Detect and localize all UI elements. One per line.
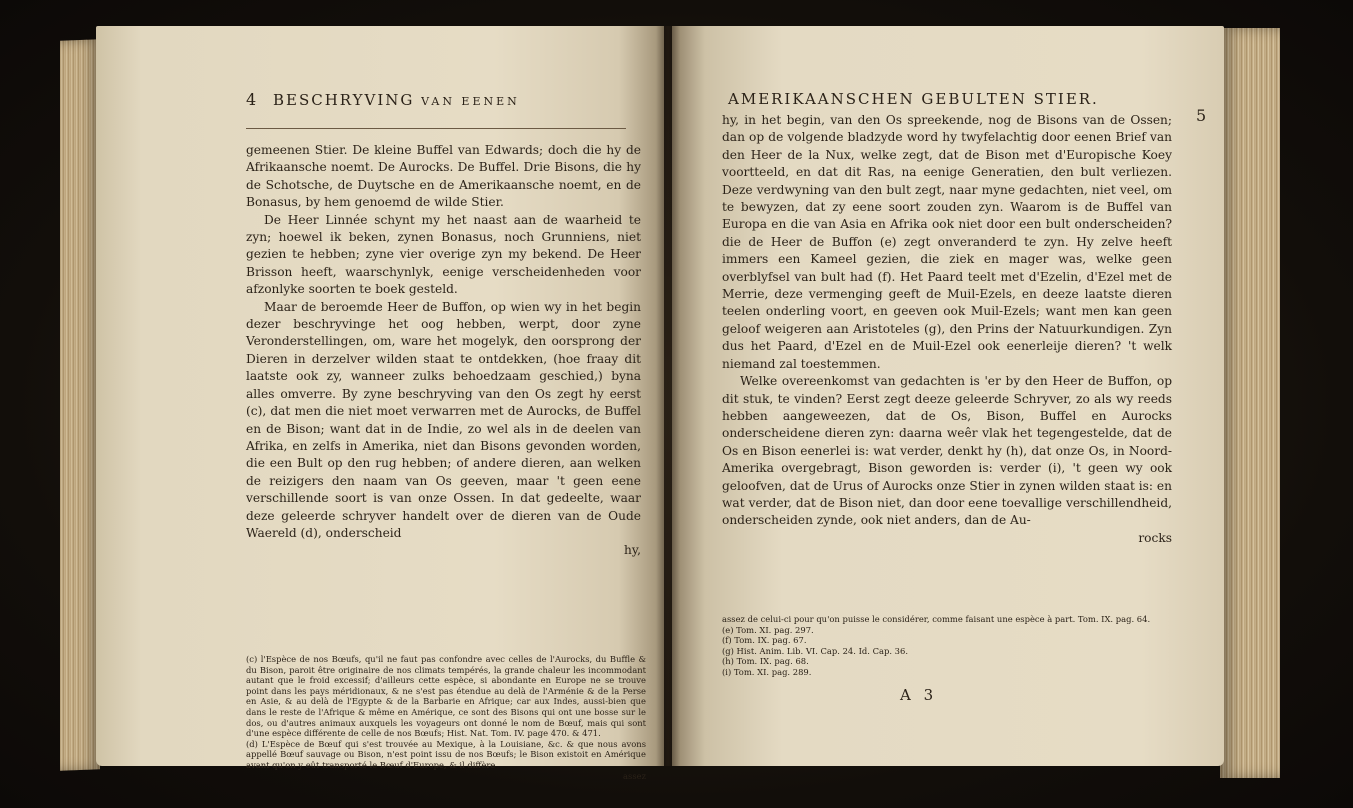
right-page [672,26,1224,766]
left-body-text [246,142,641,560]
left-footnotes [246,654,646,781]
right-footnote-f: (f) Tom. IX. pag. 67. [722,635,807,646]
left-footnote-c: (c) l'Espèce de nos Bœufs, qu'il ne faut pas confondre avec celles de l'Aurocks, du Buffle & du Bison, paroit être originaire de nos climats tempérés, la grande chaleur les incommodant autant que le froid excessif; d'ailleurs cette espèce, si abondante en Europe ne se trouve point dans les pays méridionaux, & ne s'est pas étendue au delà de l'Arménie & de la Perse en Asie, & au delà de l'Egypte & de la Barbarie en Afrique; car aux Indes, aussi-bien que dans le reste de l'Afrique & même en Amérique, ce sont des Bisons qui ont une bosse sur le dos, ou d'autres animaux auxquels les voyageurs ont donné le nom de Bœuf, mais qui sont d'une espèce différente de celle de nos Bœufs; Hist. Nat. Tom. IV. page 470. & 471. [246,654,646,739]
right-paragraph-2: Welke overeenkomst van gedachten is 'er by den Heer de Buffon, op dit stuk, te vinden? Eerst zegt deeze geleerde Schryver, zo als wy reeds hebben aangeweezen, dat de Os, Bison, Buffel en Aurocks onderscheidene dieren zyn: daarna weêr vlak het tegengestelde, dat de Os en Bison eenerlei is: wat verder, denkt hy (h), dat onze Os, in Noord-Amerika overgebragt, Bison geworden is: verder (i), 't geen wy ook geloofven, dat de Urus of Aurocks onze Stier in zynen wilden staat is: en wat verder, dat de Bison niet, dan door eene toevallige verschillendheid, onderscheiden zynde, ook niet anders, dan de Au- [722,374,1172,528]
right-running-header [672,90,1224,108]
left-header-title: BESCHRYVING [272,91,415,109]
left-paragraph-3: Maar de beroemde Heer de Buffon, op wien wy in het begin dezer beschryvinge het oog hebben, werpt, door zyne Veronderstellingen, om, ware het mogelyk, den oorsprong der Dieren in derzelver wilden staat te ontdekken, (hoe fraay dit laatste ook zy, wanneer zulks behoedzaam geschied,) byna alles omverre. By zyne beschryving van den Os zegt hy eerst (c), dat men die niet moet verwarren met de Aurocks, de Buffel en de Bison; want dat in de Indie, zo wel als in de deelen van Afrika, en zelfs in Amerika, niet dan Bisons gevonden worden, die een Bult op den rug hebben; of andere dieren, aan welken de reizigers den naam van Os geeven, maar 't geen eene verschillende soort is van onze Ossen. In dat gedeelte, waar deze geleerde schryver handelt over de dieren van de Oude Waereld (d), onderscheid [246,299,641,540]
right-footnote-h: (h) Tom. IX. pag. 68. [722,656,809,667]
right-footnote-i: (i) Tom. XI. pag. 289. [722,666,812,677]
left-page-edges [60,39,100,770]
left-paragraph-2: De Heer Linnée schynt my het naast aan de waarheid te zyn; hoewel ik beken, zynen Bonasus, noch Grunniens, niet gezien te hebben; zyne vier overige zyn my bekend. De Heer Brisson heeft, waarschynlyk, eenige verscheidenheden voor afzonlyke soorten te boek gesteld. [246,212,641,297]
left-header-rule [246,128,626,129]
right-footnote-continuation: assez de celui-ci pour qu'on puisse le considérer, comme faisant une espèce à part. Tom. IX. pag. 64. [722,614,1151,624]
right-page-edges [1220,28,1280,778]
right-paragraph-1: hy, in het begin, van den Os spreekende, nog de Bisons van de Ossen; dan op de volgende bladzyde word hy twyfelachtig door eenen Brief van den Heer de la Nux, welke zegt, dat de Bison met d'Europische Koey voortteeld, en dat dit Ras, na eenige Generatien, den bult verliezen. Deze verdwyning van den bult zegt, naar myne gedachten, niet veel, om te bewyzen, dat zy eene soort zouden zyn. Waarom is de Buffel van Europa en die van Asia en Afrika ook niet door een bult onderscheiden? die de Heer de Buffon (e) zegt onveranderd te zyn. Hy zelve heeft immers een Kameel gezien, die ziek en mager was, welke geen overblyfsel van bult had (f). Het Paard teelt met d'Ezelin, d'Ezel met de Merrie, deze vermenging geeft de Muil-Ezels, en deeze laatste dieren teelen onderling voort, en geeven ook Muil-Ezels; want men kan geen geloof weigeren aan Aristoteles (g), den Prins der Natuurkundigen. Zyn dus het Paard, d'Ezel en de Muil-Ezel ook eenerleije dieren? 't welk niemand zal toestemmen. [722,113,1172,371]
right-header-title: AMERIKAANSCHEN GEBULTEN STIER. [728,90,1099,108]
left-footnote-d: (d) L'Espèce de Bœuf qui s'est trouvée au Mexique, à la Louisiane, &c. & que nous avons appellé Bœuf sauvage ou Bison, n'est point issu de nos Bœufs; le Bison existoit en Amérique avant qu'on y eût transporté le Bœuf d'Europe, & il diffère [246,738,646,770]
left-running-header [96,90,664,109]
left-header-subtitle: VAN EENEN [421,95,520,108]
signature-mark: A 3 [900,686,938,704]
left-page [96,26,664,781]
left-paragraph-1: gemeenen Stier. De kleine Buffel van Edwards; doch die hy de Afrikaansche noemt. De Aurocks. De Buffel. Drie Bisons, die hy de Schotsche, de Duytsche en de Amerikaansche noemt, en de Bonasus, by hem genoemd de wilde Stier. [246,143,641,210]
right-footnote-e: (e) Tom. XI. pag. 297. [722,624,814,635]
book-gutter [656,26,680,766]
right-catchword: rocks [1138,530,1172,545]
right-page-number: 5 [1196,106,1207,125]
right-body-text [722,112,1172,547]
left-catchword: hy, [624,543,641,558]
left-footnote-catchword: assez [623,770,646,781]
right-footnote-g: (g) Hist. Anim. Lib. VI. Cap. 24. Id. Cap. 36. [722,645,908,656]
left-page-number: 4 [246,90,259,109]
right-footnotes [722,614,1172,678]
